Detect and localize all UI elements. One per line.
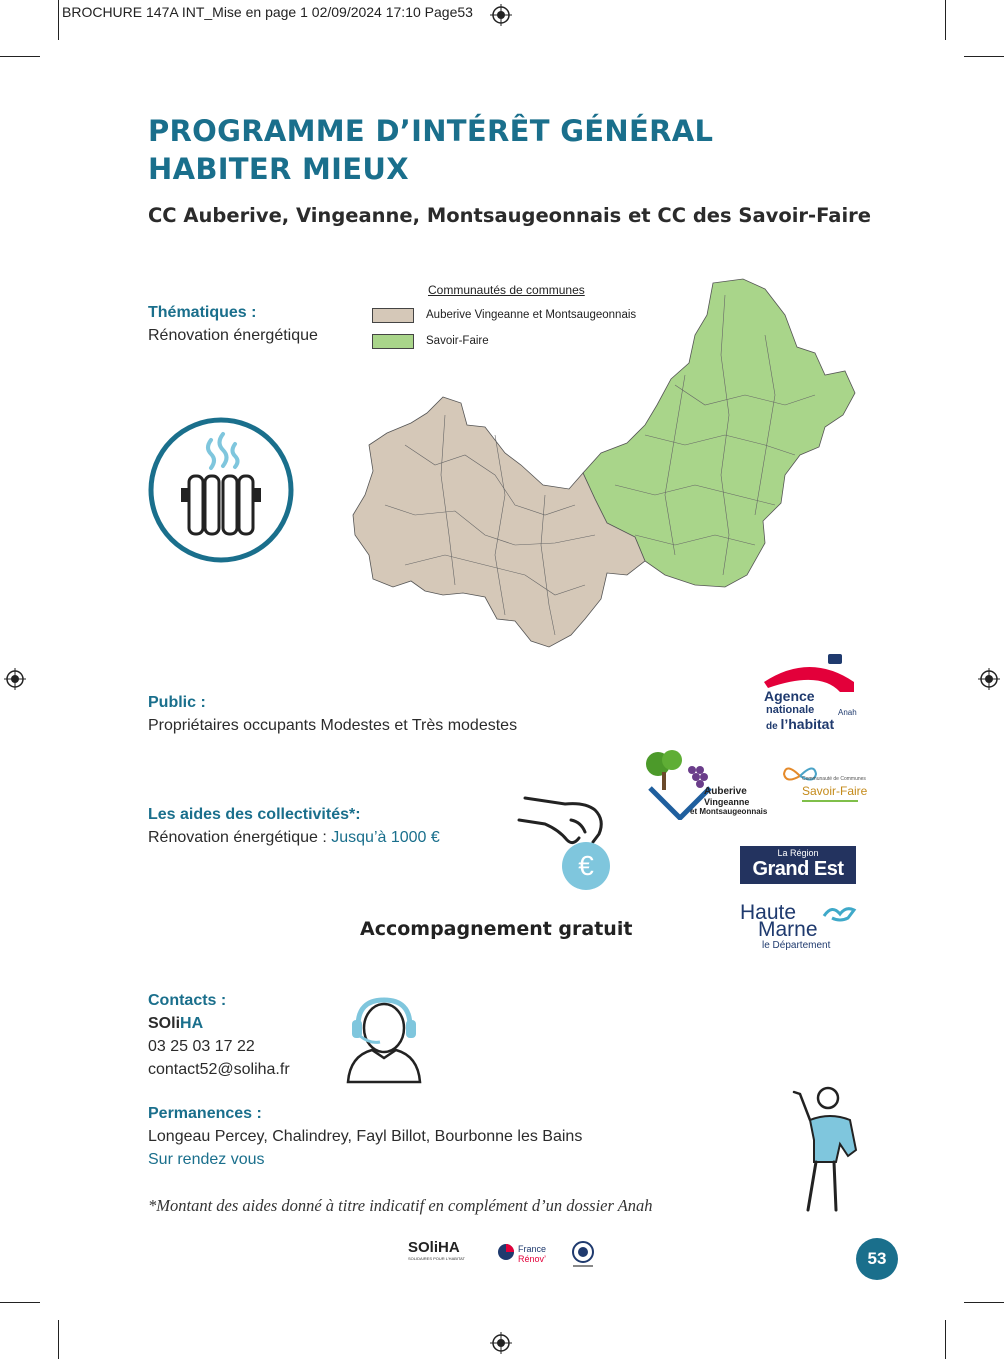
page-number: 53 <box>856 1238 898 1280</box>
crop-mark <box>0 1302 40 1303</box>
aides-amount: Jusqu’à 1000 € <box>331 829 440 846</box>
savoir-faire-bar <box>802 800 858 802</box>
thematiques-label: Thématiques : <box>148 304 257 321</box>
france-renov-line-1: France <box>518 1244 547 1254</box>
page-subtitle: CC Auberive, Vingeanne, Montsaugeonnais et CC des Savoir-Faire <box>148 204 871 227</box>
permanences-section <box>148 1105 582 1171</box>
anah-line-3 <box>766 716 834 732</box>
title-line-1: PROGRAMME D’INTÉRÊT GÉNÉRAL <box>148 114 714 148</box>
crop-mark <box>0 56 40 57</box>
crop-mark <box>945 0 946 40</box>
hm-line-2: Marne <box>758 918 818 941</box>
legend-label-savoir-faire: Savoir-Faire <box>426 335 489 347</box>
map-legend-title: Communautés de communes <box>428 283 585 297</box>
headset-person-icon <box>340 992 430 1088</box>
thematiques-value: Rénovation énergétique <box>148 327 318 344</box>
aides-label: Les aides des collectivités*: <box>148 806 361 823</box>
accompagnement-text: Accompagnement gratuit <box>360 918 633 940</box>
registration-mark-icon <box>490 4 512 26</box>
org-prefix: SOli <box>148 1015 181 1032</box>
savoir-faire-logo <box>778 762 868 818</box>
france-renov-line-2: Rénov’ <box>518 1254 547 1264</box>
aides-value <box>148 826 440 849</box>
france-renov-logo <box>496 1240 562 1274</box>
crop-mark <box>964 1302 1004 1303</box>
cc-auberive-line-1: Auberive <box>704 786 747 797</box>
public-label: Public : <box>148 694 206 711</box>
contacts-org <box>148 1012 290 1035</box>
public-section <box>148 694 517 737</box>
registration-mark-icon <box>978 668 1000 690</box>
haute-marne-bird-icon <box>822 902 858 926</box>
registration-mark-icon <box>490 1332 512 1354</box>
public-value: Propriétaires occupants Modestes et Très modestes <box>148 717 518 734</box>
haute-marne-logo <box>740 902 862 954</box>
page-title <box>148 112 713 188</box>
aides-section <box>148 806 440 849</box>
anah-line-3-prefix: de <box>766 721 781 732</box>
partner-seal-icon <box>570 1240 596 1270</box>
region-small: La Région <box>777 848 819 858</box>
anah-line-1: Agence <box>764 688 815 704</box>
euro-symbol: € <box>578 850 594 881</box>
contacts-email: contact52@soliha.fr <box>148 1061 290 1078</box>
anah-swoosh-icon <box>760 652 860 692</box>
legend-label-auberive: Auberive Vingeanne et Montsaugeonnais <box>426 309 637 321</box>
org-suffix: HA <box>180 1015 204 1032</box>
permanences-places: Longeau Percey, Chalindrey, Fayl Billot, Bourbonne les Bains <box>148 1128 583 1145</box>
crop-mark <box>58 1320 59 1359</box>
pointing-person-icon <box>770 1080 870 1220</box>
anah-logo <box>760 652 860 736</box>
euro-coin-icon <box>562 842 610 890</box>
savoir-faire-top: Communauté de Communes <box>802 776 866 782</box>
cc-auberive-line-2: Vingeanne <box>704 797 750 807</box>
region-grand-est-logo <box>740 846 856 884</box>
anah-line-2: nationale <box>766 704 815 716</box>
communes-map <box>345 275 865 675</box>
soliha-tag: SOLIDAIRES POUR L’HABITAT <box>408 1256 465 1261</box>
print-header: BROCHURE 147A INT_Mise en page 1 02/09/2024 17:10 Page53 <box>62 4 473 20</box>
radiator-icon <box>147 416 295 564</box>
crop-mark <box>58 0 59 40</box>
region-auberive <box>353 397 645 647</box>
registration-mark-icon <box>4 668 26 690</box>
soliha-logo <box>408 1240 480 1274</box>
cc-auberive-line-3: et Montsaugeonnais <box>690 807 768 816</box>
permanences-note: Sur rendez vous <box>148 1151 265 1168</box>
anah-line-3-main: l’habitat <box>780 716 835 732</box>
france-renov-icon <box>496 1242 516 1262</box>
crop-mark <box>964 56 1004 57</box>
cc-auberive-logo <box>640 748 770 820</box>
soliha-name: SOliHA <box>408 1239 460 1256</box>
region-name: Grand Est <box>752 858 844 880</box>
contacts-label: Contacts : <box>148 992 227 1009</box>
anah-small: Anah <box>838 708 857 717</box>
thematiques-section <box>148 304 318 347</box>
aides-prefix: Rénovation énergétique : <box>148 829 332 846</box>
title-line-2: HABITER MIEUX <box>148 152 409 186</box>
permanences-label: Permanences : <box>148 1105 262 1122</box>
savoir-faire-name: Savoir-Faire <box>802 784 868 798</box>
crop-mark <box>945 1320 946 1359</box>
hm-line-3: le Département <box>762 940 831 951</box>
footnote: *Montant des aides donné à titre indicatif en complément d’un dossier Anah <box>148 1196 653 1215</box>
hm-line-1: Haute <box>740 901 797 924</box>
contacts-phone: 03 25 03 17 22 <box>148 1038 255 1055</box>
contacts-section <box>148 992 290 1081</box>
